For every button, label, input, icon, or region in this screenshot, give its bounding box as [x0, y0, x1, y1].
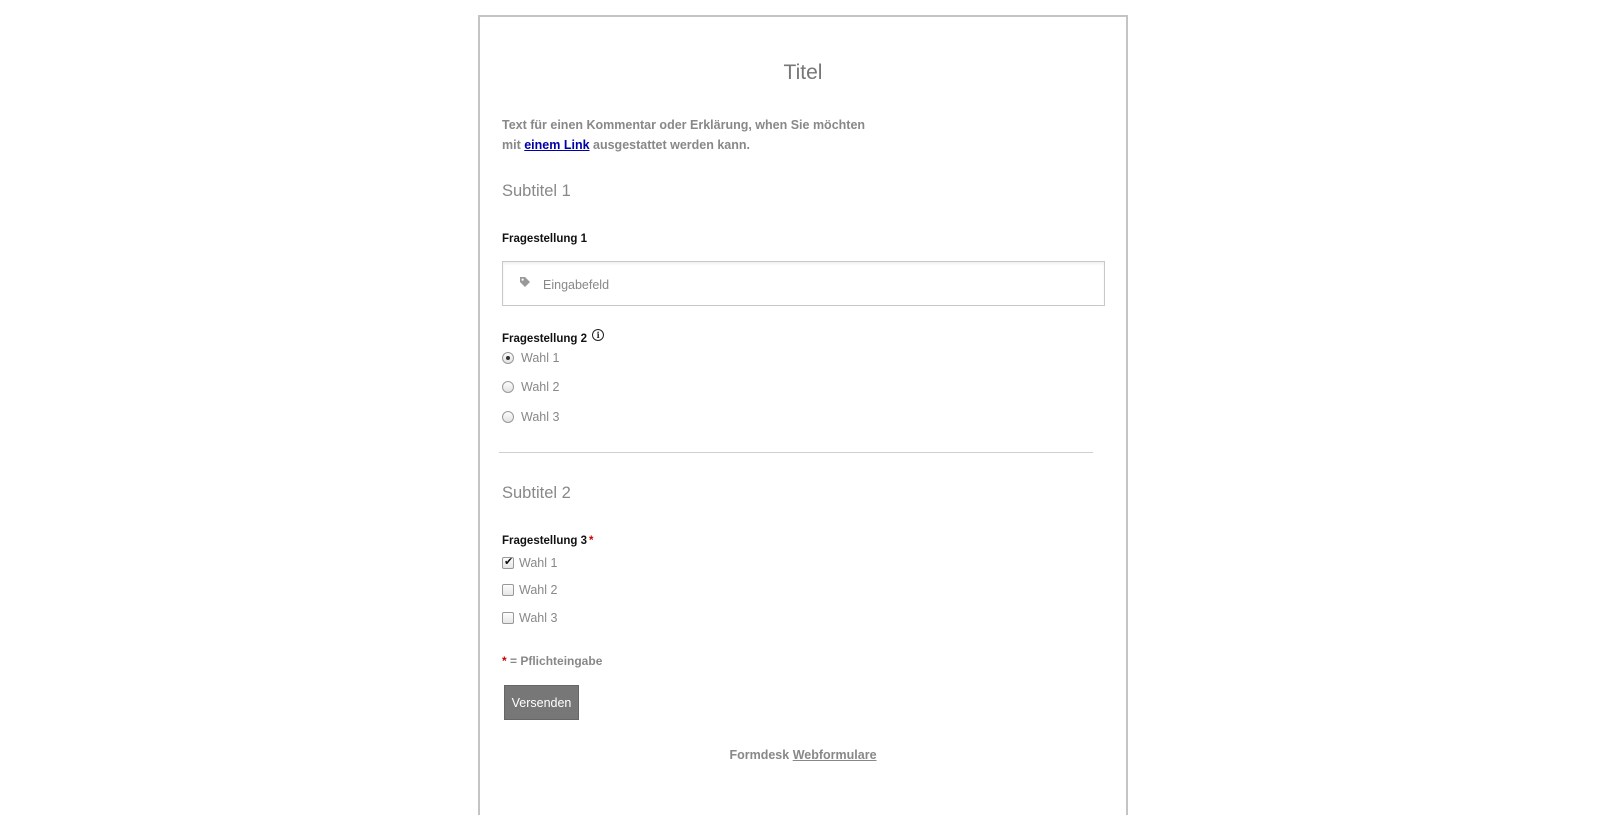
question-2-option-2[interactable]: [502, 380, 559, 394]
required-legend: [502, 654, 602, 668]
question-3-label: [502, 535, 593, 547]
question-2-option-2-label: Wahl 2: [521, 380, 560, 394]
tag-icon: [519, 276, 531, 288]
radio-button[interactable]: [502, 411, 514, 423]
intro-line-2-prefix: mit: [502, 138, 521, 152]
section-1-subtitle: Subtitel 1: [502, 182, 571, 200]
question-1-input-wrapper[interactable]: [502, 261, 1105, 306]
radio-button[interactable]: [502, 381, 514, 393]
question-1-input[interactable]: [541, 262, 1085, 307]
question-3-option-2-label: Wahl 2: [519, 583, 558, 597]
question-2-label: [502, 329, 604, 345]
intro-line-1: Text für einen Kommentar oder Erklärung, when Sie möchten: [502, 118, 866, 132]
intro-link[interactable]: einem Link: [524, 138, 590, 152]
legend-text: = Pflichteingabe: [506, 654, 603, 668]
checkbox-checked[interactable]: [502, 557, 514, 569]
intro-text: [502, 115, 865, 155]
question-3-option-3[interactable]: [502, 611, 557, 625]
footer-link[interactable]: Webformulare: [792, 748, 877, 762]
question-3-option-1-label: Wahl 1: [519, 556, 558, 570]
checkbox[interactable]: [502, 612, 514, 624]
question-1-label-text: Fragestellung 1: [502, 233, 587, 245]
section-2-subtitle: Subtitel 2: [502, 484, 571, 502]
required-marker: *: [589, 535, 594, 547]
question-2-option-1[interactable]: [502, 351, 559, 365]
footer-brand: Formdesk: [729, 748, 790, 762]
question-2-label-text: Fragestellung 2: [502, 333, 587, 345]
question-2-option-3-label: Wahl 3: [521, 410, 560, 424]
question-3-option-1[interactable]: [502, 556, 557, 570]
submit-button[interactable]: Versenden: [504, 685, 579, 720]
question-3-option-3-label: Wahl 3: [519, 611, 558, 625]
radio-button-selected[interactable]: [502, 352, 514, 364]
question-2-option-3[interactable]: [502, 410, 559, 424]
question-3-option-2[interactable]: [502, 583, 557, 597]
form-container: [478, 15, 1128, 815]
section-divider: [499, 452, 1093, 453]
form-title: Titel: [783, 61, 823, 84]
legend-mark: *: [502, 654, 507, 668]
question-3-label-text: Fragestellung 3: [502, 535, 587, 547]
question-1-label: [502, 233, 587, 245]
checkbox[interactable]: [502, 584, 514, 596]
intro-line-2-suffix: ausgestattet werden kann.: [593, 138, 751, 152]
question-2-option-1-label: Wahl 1: [521, 351, 560, 365]
info-icon[interactable]: i: [592, 329, 604, 341]
footer: [480, 748, 1126, 762]
